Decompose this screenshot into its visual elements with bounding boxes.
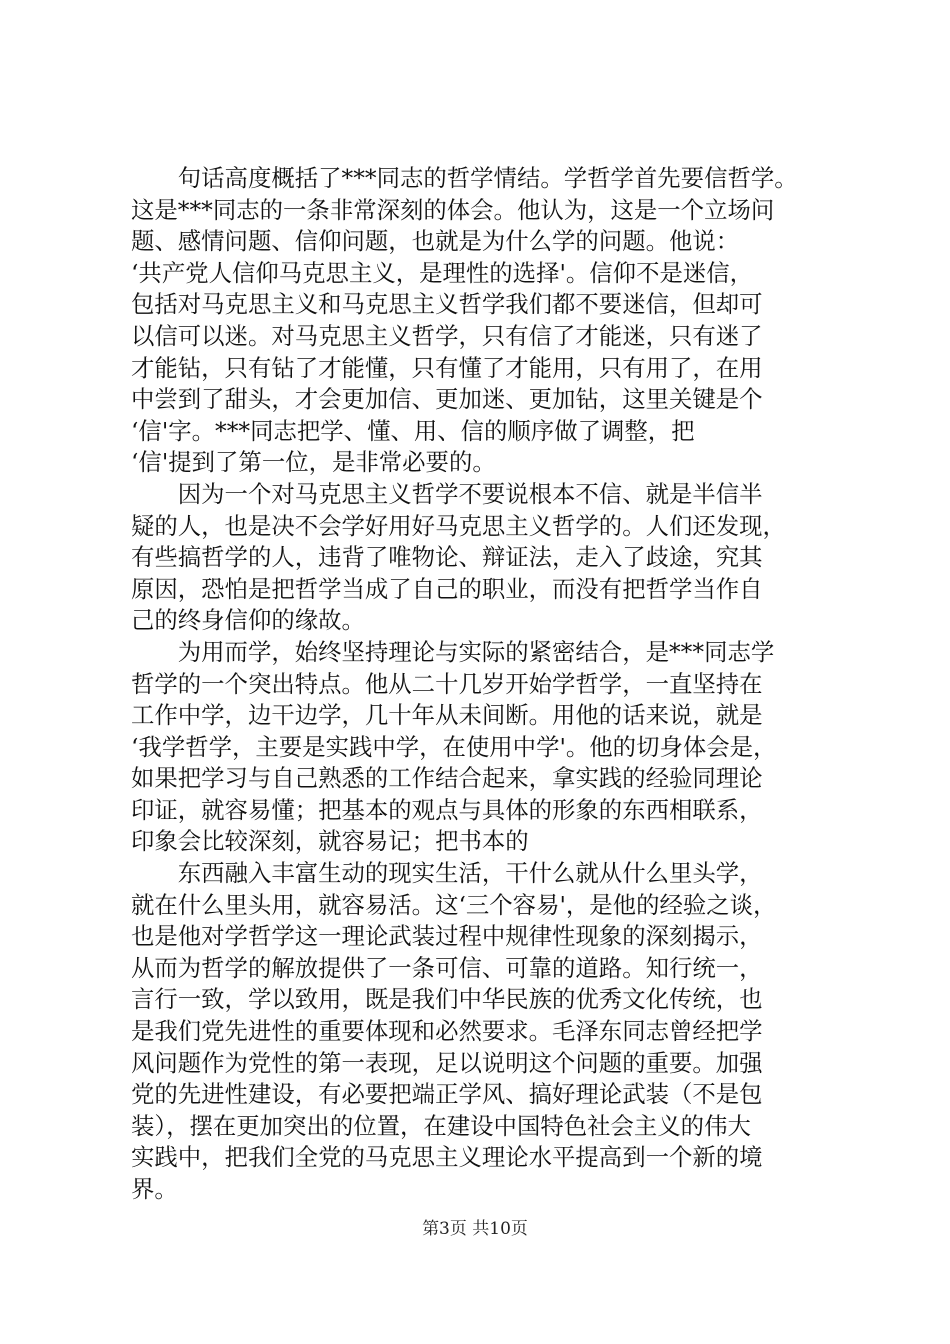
text-line: 工作中学，边干边学，几十年从未间断。用他的话来说，就是 xyxy=(131,701,763,730)
text-line: 从而为哲学的解放提供了一条可信、可靠的道路。知行统一， xyxy=(131,953,763,982)
text-line: 党的先进性建设，有必要把端正学风、搞好理论武装（不是包 xyxy=(131,1080,763,1109)
text-line: 是我们党先进性的重要体现和必然要求。毛泽东同志曾经把学 xyxy=(131,1017,763,1046)
text-line: 这是***同志的一条非常深刻的体会。他认为，这是一个立场问 xyxy=(131,195,775,224)
text-line: 装），摆在更加突出的位置，在建设中国特色社会主义的伟大 xyxy=(131,1111,751,1140)
text-line: ‘共产党人信仰马克思主义，是理性的选择'。信仰不是迷信， xyxy=(131,258,754,287)
text-line: 才能钻，只有钻了才能懂，只有懂了才能用，只有用了，在用 xyxy=(131,353,763,382)
text-line: 哲学的一个突出特点。他从二十几岁开始学哲学，一直坚持在 xyxy=(131,669,763,698)
text-line: 包括对马克思主义和马克思主义哲学我们都不要迷信，但却可 xyxy=(131,290,763,319)
text-line: 实践中，把我们全党的马克思主义理论水平提高到一个新的境 xyxy=(131,1143,763,1172)
text-line: 题、感情问题、信仰问题，也就是为什么学的问题。他说： xyxy=(131,227,740,256)
text-line: 句话高度概括了***同志的哲学情结。学哲学首先要信哲学。 xyxy=(131,164,798,192)
text-line: 界。 xyxy=(131,1175,178,1203)
text-line: ‘信'提到了第一位，是非常必要的。 xyxy=(131,448,496,477)
text-line: 如果把学习与自己熟悉的工作结合起来，拿实践的经验同理论 xyxy=(131,764,763,793)
text-line: 中尝到了甜头，才会更加信、更加迷、更加钻，这里关键是个 xyxy=(131,385,763,414)
text-line: 疑的人，也是决不会学好用好马克思主义哲学的。人们还发现， xyxy=(131,511,786,540)
text-line: 为用而学，始终坚持理论与实际的紧密结合，是***同志学 xyxy=(131,637,775,666)
page-number: 第3页 共10页 xyxy=(422,1219,528,1239)
text-line: 印象会比较深刻，就容易记；把书本的 xyxy=(131,827,529,856)
text-line: ‘信'字。***同志把学、懂、用、信的顺序做了调整，把 xyxy=(131,416,695,445)
page-footer xyxy=(0,1214,950,1239)
text-line: 己的终身信仰的缘故。 xyxy=(131,606,365,635)
text-line: 言行一致，学以致用，既是我们中华民族的优秀文化传统，也 xyxy=(131,985,763,1014)
text-line: ‘我学哲学，主要是实践中学，在使用中学'。他的切身体会是， xyxy=(131,732,777,761)
text-line: 风问题作为党性的第一表现，足以说明这个问题的重要。加强 xyxy=(131,1048,763,1077)
text-line: 也是他对学哲学这一理论武装过程中规律性现象的深刻揭示， xyxy=(131,922,763,951)
text-line: 就在什么里头用，就容易活。这‘三个容易'，是他的经验之谈， xyxy=(131,890,777,919)
body-text xyxy=(131,163,831,1206)
text-line: 原因，恐怕是把哲学当成了自己的职业，而没有把哲学当作自 xyxy=(131,574,763,603)
text-line: 印证，就容易懂；把基本的观点与具体的形象的东西相联系， xyxy=(131,795,763,824)
text-line: 以信可以迷。对马克思主义哲学，只有信了才能迷，只有迷了 xyxy=(131,321,763,350)
text-line: 有些搞哲学的人，违背了唯物论、辩证法，走入了歧途，究其 xyxy=(131,543,763,572)
text-line: 因为一个对马克思主义哲学不要说根本不信、就是半信半 xyxy=(131,479,763,508)
text-line: 东西融入丰富生动的现实生活，干什么就从什么里头学， xyxy=(131,859,763,888)
